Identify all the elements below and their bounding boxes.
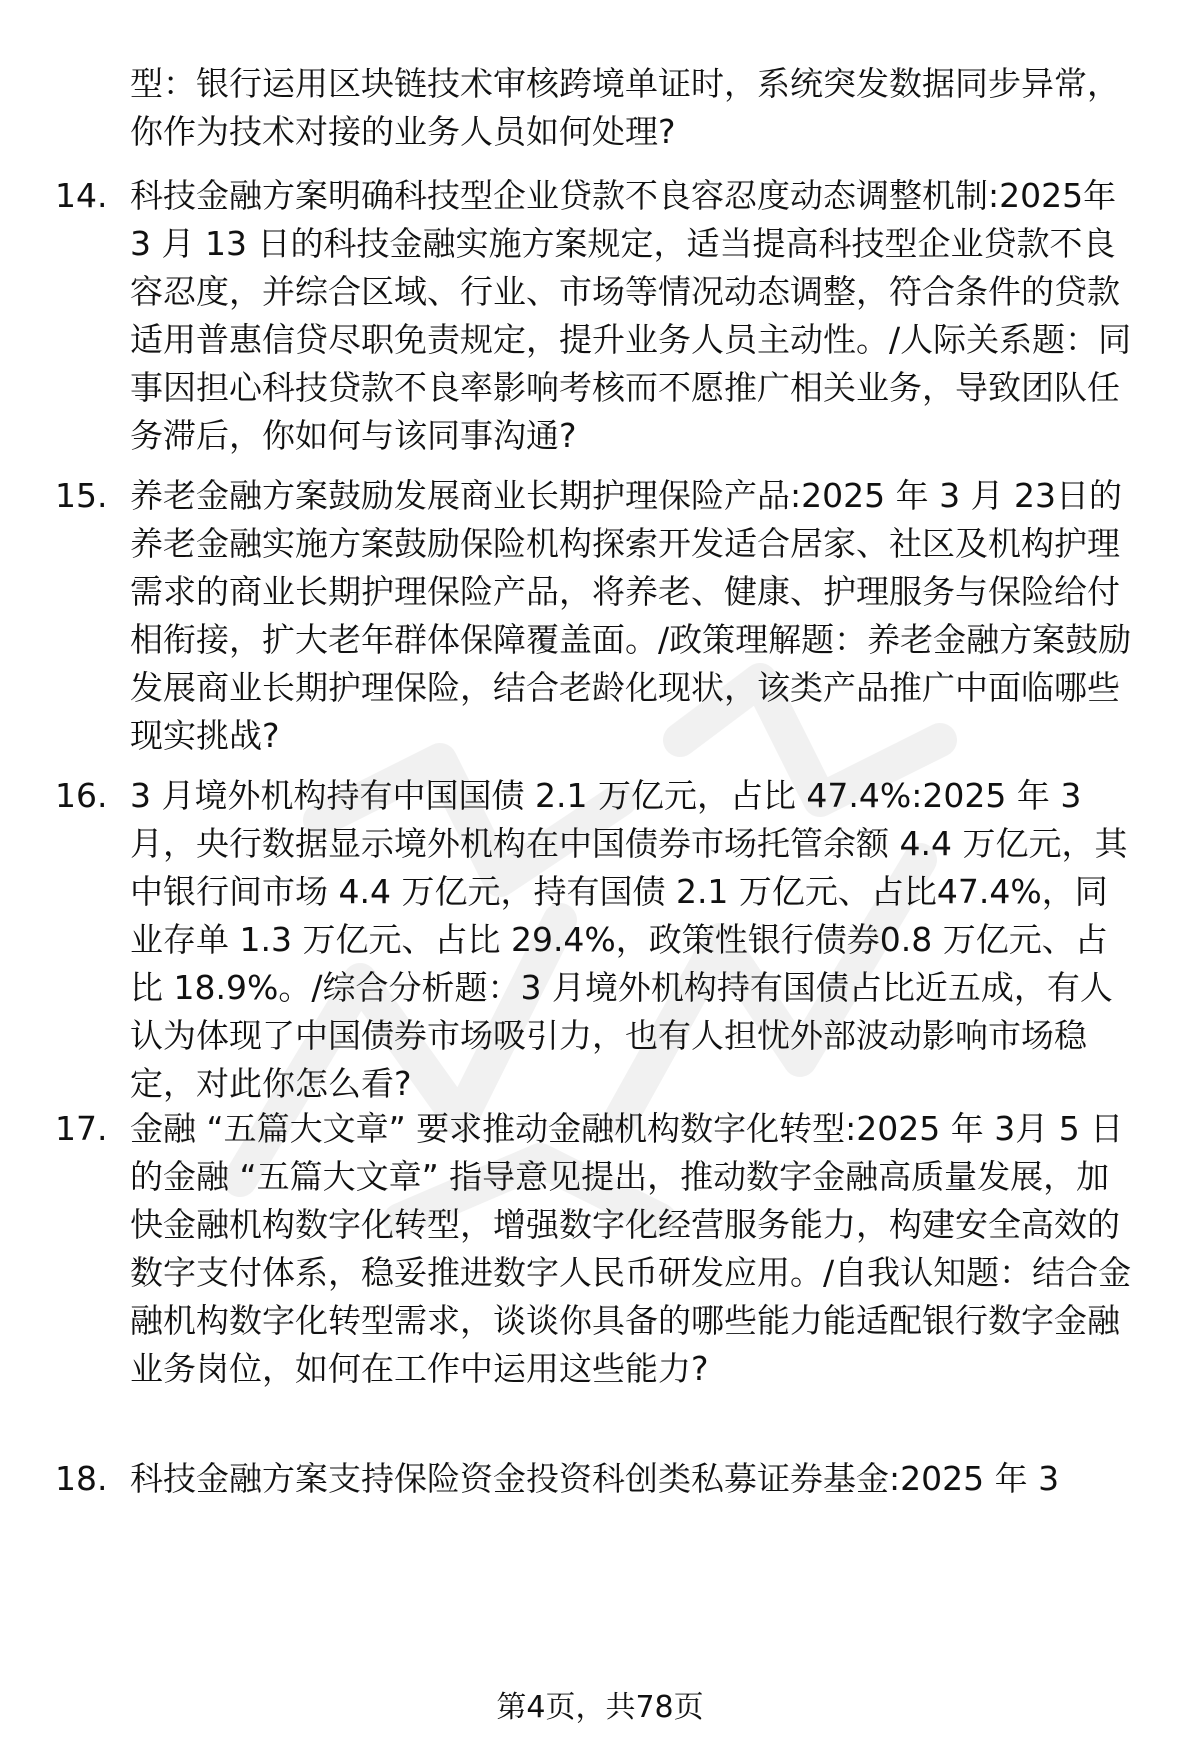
page-number-footer: 第4页，共78页 [496, 1690, 704, 1725]
list-item-18 [55, 1455, 1140, 1503]
list-item-15 [55, 472, 1140, 760]
list-item-17 [55, 1105, 1140, 1393]
list-item-16 [55, 772, 1140, 1108]
item-number: 16. [55, 776, 108, 815]
item-text: 科技金融方案明确科技型企业贷款不良容忍度动态调整机制:2025年 3 月 13 日的科技金融实施方案规定，适当提高科技型企业贷款不良容忍度，并综合区域、行业、市场等情况动态调整，符合条件的贷款适用普惠信贷尽职免责规定，提升业务人员主动性。/人际关系题：同事因担心科技贷款不良率影响考核而不愿推广相关业务，导致团队任务滞后，你如何与该同事沟通? [130, 176, 1132, 455]
item-text: 金融 “五篇大文章” 要求推动金融机构数字化转型:2025 年 3月 5 日的金融 “五篇大文章” 指导意见提出，推动数字金融高质量发展，加快金融机构数字化转型，增强数字化经营服务能力，构建安全高效的数字支付体系，稳妥推进数字人民币研发应用。/自我认知题：结合金融机构数字化转型需求，谈谈你具备的哪些能力能适配银行数字金融业务岗位，如何在工作中运用这些能力? [130, 1109, 1132, 1388]
item-text: 3 月境外机构持有中国国债 2.1 万亿元，占比 47.4%:2025 年 3月，央行数据显示境外机构在中国债券市场托管余额 4.4 万亿元，其中银行间市场 4.4 万亿元，持有国债 2.1 万亿元、占比47.4%，同业存单 1.3 万亿元、占比 29.4%，政策性银行债券0.8 万亿元、占比 18.9%。/综合分析题：3 月境外机构持有国债占比近五成，有人认为体现了中国债券市场吸引力，也有人担忧外部波动影响市场稳定，对此你怎么看? [130, 776, 1128, 1103]
item-number: 18. [55, 1459, 108, 1498]
intro-continuation-text: 型：银行运用区块链技术审核跨境单证时，系统突发数据同步异常，你作为技术对接的业务人员如何处理? [130, 64, 1120, 151]
item-number: 14. [55, 176, 108, 215]
item-number: 15. [55, 476, 108, 515]
item-text: 养老金融方案鼓励发展商业长期护理保险产品:2025 年 3 月 23日的养老金融实施方案鼓励保险机构探索开发适合居家、社区及机构护理需求的商业长期护理保险产品，将养老、健康、护理服务与保险给付相衔接，扩大老年群体保障覆盖面。/政策理解题：养老金融方案鼓励发展商业长期护理保险，结合老龄化现状，该类产品推广中面临哪些现实挑战? [130, 476, 1132, 755]
list-item-14 [55, 172, 1140, 460]
item-text: 科技金融方案支持保险资金投资科创类私募证券基金:2025 年 3 [130, 1459, 1060, 1498]
item-number: 17. [55, 1109, 108, 1148]
